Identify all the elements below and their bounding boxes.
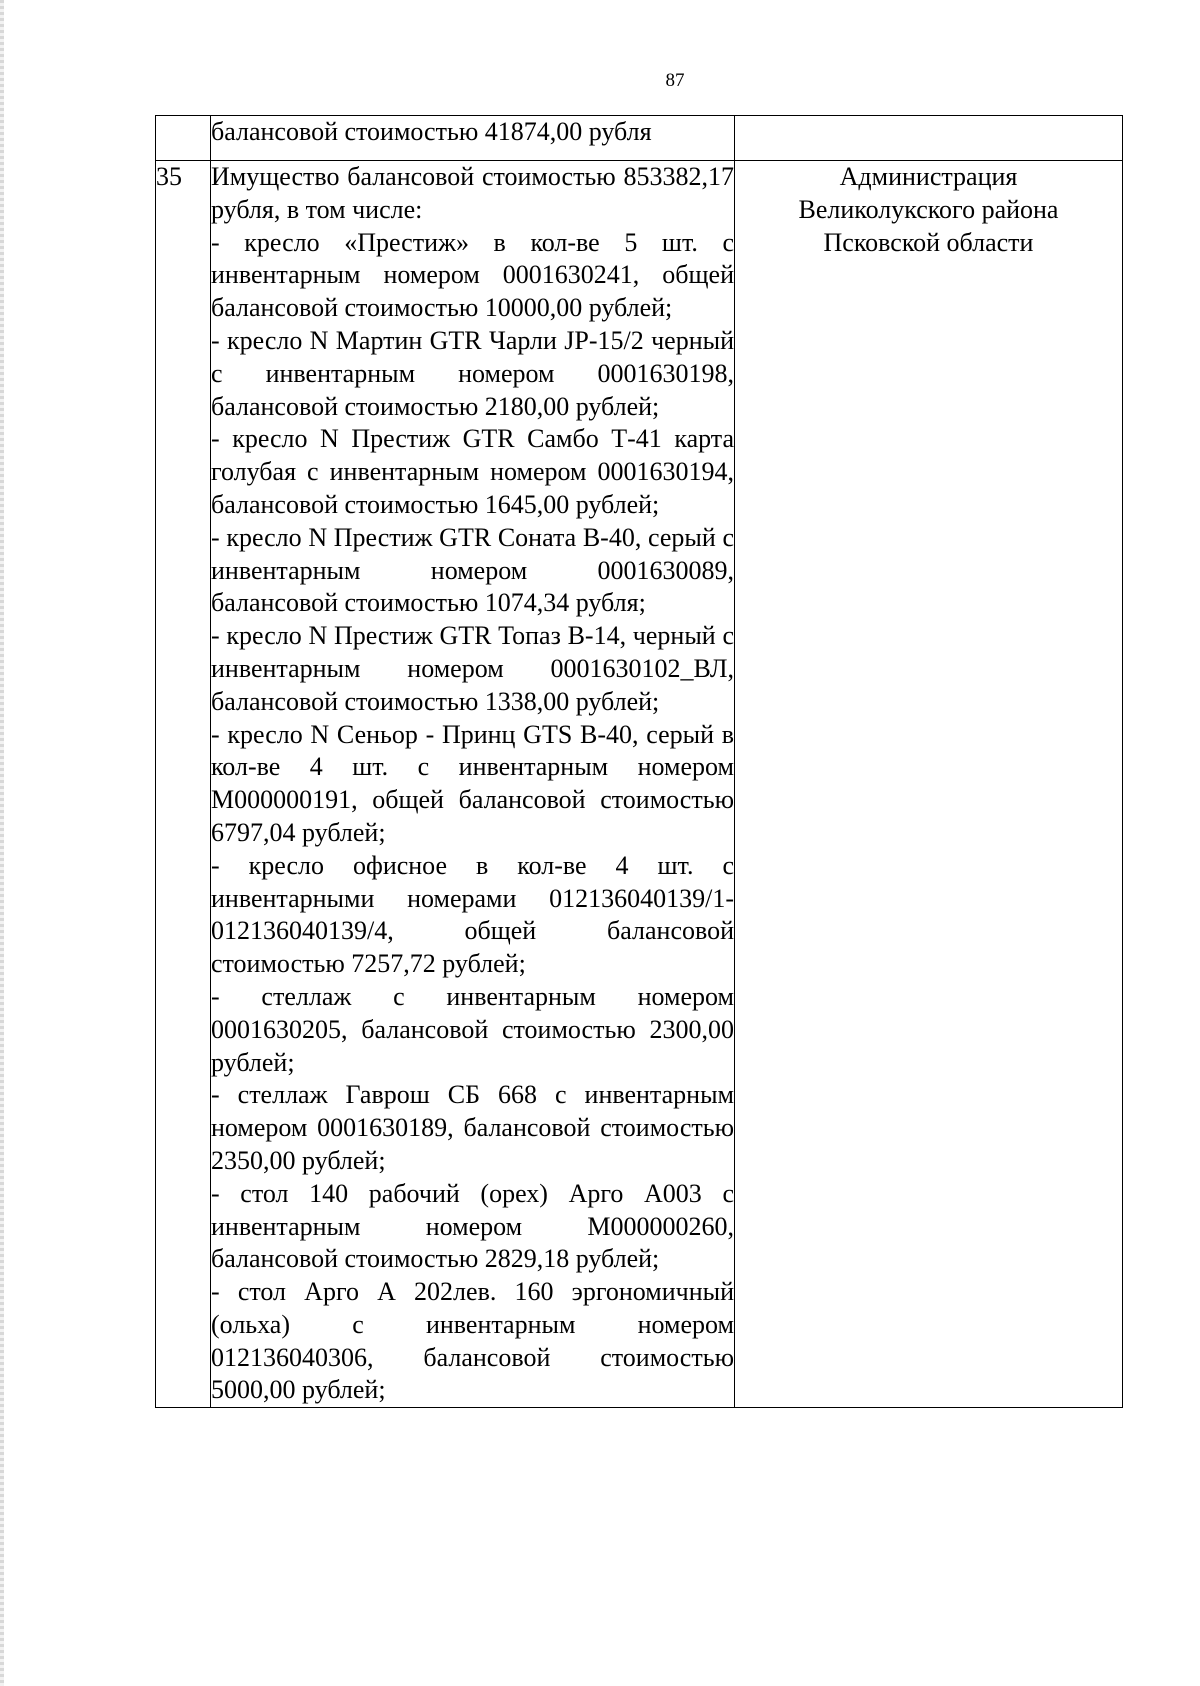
owner-cell bbox=[735, 161, 1123, 1408]
table-row-35 bbox=[156, 161, 1123, 1408]
list-item: - кресло «Престиж» в кол-ве 5 шт. с инвентарным номером 0001630241, общей балансовой стоимостью 10000,00 рублей; bbox=[211, 227, 734, 323]
list-item: - стол 140 рабочий (орех) Арго А003 с инвентарным номером М000000260, балансовой стоимостью 2829,18 рублей; bbox=[211, 1178, 734, 1274]
list-item: - кресло N Престиж GTR Самбо Т-41 карта голубая с инвентарным номером 0001630194, балансовой стоимостью 1645,00 рублей; bbox=[211, 424, 734, 519]
table-row-continuation bbox=[156, 116, 1123, 161]
row-number-cell: 35 bbox=[156, 161, 211, 1408]
property-intro: Имущество балансовой стоимостью 853382,17 рубля, в том числе: bbox=[211, 162, 734, 224]
list-item: - кресло N Мартин GTR Чарли JP-15/2 черный с инвентарным номером 0001630198, балансовой стоимостью 2180,00 рублей; bbox=[211, 325, 734, 421]
owner-line: Администрация bbox=[839, 162, 1018, 191]
description-cell: балансовой стоимостью 41874,00 рубля bbox=[211, 116, 735, 161]
list-item: - стеллаж Гаврош СБ 668 с инвентарным номером 0001630189, балансовой стоимостью 2350,00 рублей; bbox=[211, 1080, 734, 1175]
row-number-cell bbox=[156, 116, 211, 161]
owner-line: Великолукского района bbox=[798, 194, 1059, 224]
page-number: 87 bbox=[665, 70, 685, 91]
list-item: - кресло N Престиж GTR Соната В-40, серый с инвентарным номером 0001630089, балансовой стоимостью 1074,34 рубля; bbox=[211, 522, 734, 618]
list-item: - кресло N Престиж GTR Топаз В-14, черный с инвентарным номером 0001630102_ВЛ, балансовой стоимостью 1338,00 рублей; bbox=[211, 621, 734, 716]
owner-line: Псковской области bbox=[823, 227, 1034, 257]
description-cell bbox=[211, 161, 735, 1408]
owner-cell bbox=[735, 116, 1123, 161]
list-item: - кресло офисное в кол-ве 4 шт. с инвентарными номерами 012136040139/1-012136040139/4, общей балансовой стоимостью 7257,72 рублей; bbox=[211, 850, 734, 979]
list-item: - кресло N Сеньор - Принц GTS В-40, серый в кол-ве 4 шт. с инвентарным номером М000000191, общей балансовой стоимостью 6797,04 рублей; bbox=[211, 719, 734, 847]
list-item: - стол Арго А 202лев. 160 эргономичный (ольха) с инвентарным номером 012136040306, балансовой стоимостью 5000,00 рублей; bbox=[211, 1277, 734, 1405]
property-table bbox=[155, 115, 1123, 1408]
scan-edge bbox=[0, 0, 4, 1686]
list-item: - стеллаж с инвентарным номером 0001630205, балансовой стоимостью 2300,00 рублей; bbox=[211, 981, 734, 1077]
